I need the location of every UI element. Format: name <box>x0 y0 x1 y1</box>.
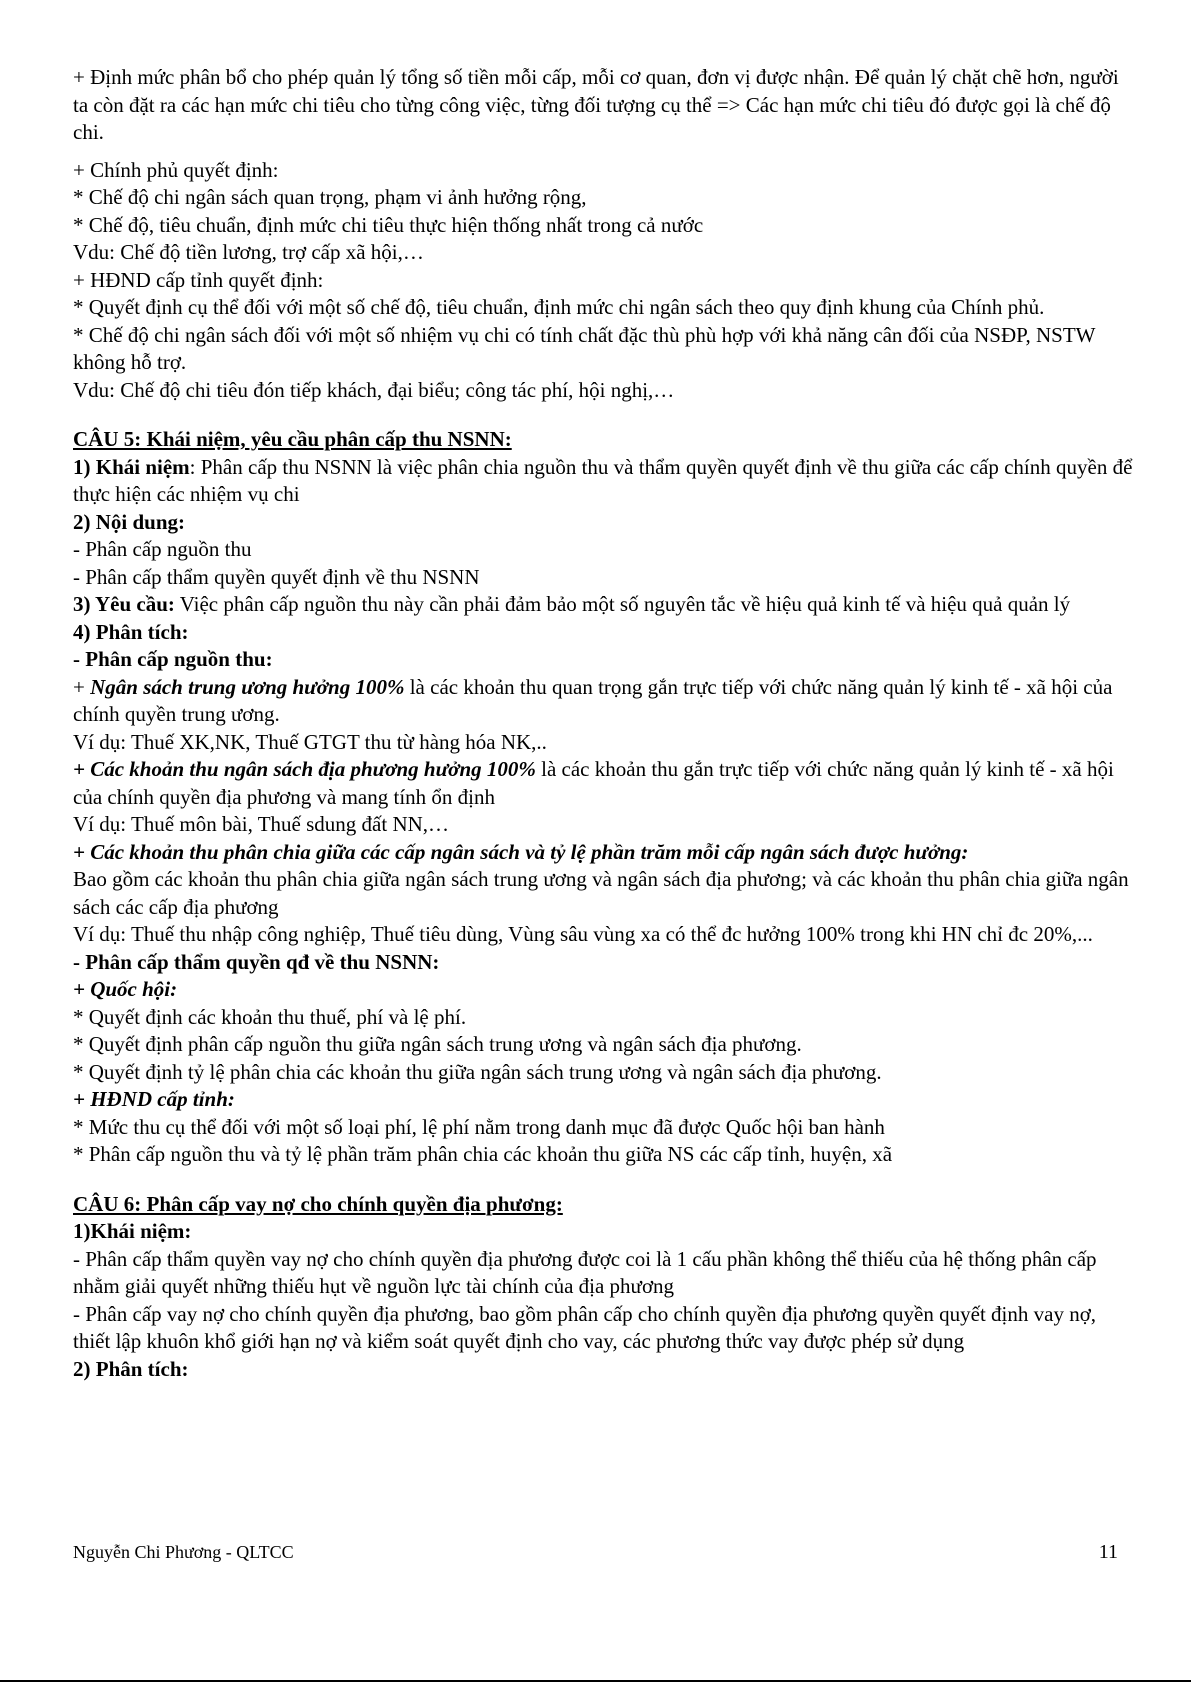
cau5-local-example: Ví dụ: Thuế môn bài, Thuế sdung đất NN,… <box>73 812 450 836</box>
cau5-central-label: Ngân sách trung ương hưởng 100% <box>90 674 405 699</box>
page-footer <box>73 1540 1118 1564</box>
gov-item-1: * Chế độ chi ngân sách quan trọng, phạm vi ảnh hưởng rộng, <box>73 185 587 209</box>
cau6-definition-label: 1)Khái niệm: <box>73 1219 192 1243</box>
cau5-requirement-label: 3) Yêu cầu: <box>73 592 175 616</box>
cau6-definition-item-1: - Phân cấp thẩm quyền vay nợ cho chính quyền địa phương được coi là 1 cấu phần không thể thiếu của hệ thống phân cấp nhằm giải quyết những thiếu hụt về nguồn lực tài chính của địa phương <box>73 1246 1097 1298</box>
cau5-national-assembly-item-1: * Quyết định các khoản thu thuế, phí và lệ phí. <box>73 1004 467 1029</box>
hdnd-example: Vdu: Chế độ chi tiêu đón tiếp khách, đại biểu; công tác phí, hội nghị,… <box>73 377 675 402</box>
cau5-national-assembly-label: + Quốc hội: <box>73 977 178 1001</box>
section-title-cau-5: CÂU 5: Khái niệm, yêu cầu phân cấp thu NSNN: <box>73 427 512 451</box>
cau5-requirement-text: Việc phân cấp nguồn thu này cần phải đảm bảo một số nguyên tắc về hiệu quả kinh tế và hiệu quả quản lý <box>174 592 1071 616</box>
cau5-requirement <box>73 591 1133 619</box>
section-title-cau-6: CÂU 6: Phân cấp vay nợ cho chính quyền địa phương: <box>73 1191 563 1216</box>
cau5-analysis-label: 4) Phân tích: <box>73 619 189 644</box>
cau5-national-assembly-item-3: * Quyết định tỷ lệ phân chia các khoản thu giữa ngân sách trung ương và ngân sách địa phương. <box>73 1059 882 1084</box>
cau5-revenue-heading: - Phân cấp nguồn thu: <box>73 647 273 671</box>
cau5-local-revenue <box>73 756 1133 811</box>
cau5-central-prefix: + <box>73 674 91 699</box>
cau5-provincial-council-item-2: * Phân cấp nguồn thu và tỷ lệ phần trăm phân chia các khoản thu giữa NS các cấp tỉnh, huyện, xã <box>73 1142 893 1166</box>
gov-example: Vdu: Chế độ tiền lương, trợ cấp xã hội,… <box>73 240 424 264</box>
gov-item-2: * Chế độ, tiêu chuẩn, định mức chi tiêu thực hiện thống nhất trong cả nước <box>73 212 704 237</box>
cau5-national-assembly-item-2: * Quyết định phân cấp nguồn thu giữa ngân sách trung ương và ngân sách địa phương. <box>73 1032 802 1056</box>
cau5-provincial-council-item-1: * Mức thu cụ thể đối với một số loại phí, lệ phí nằm trong danh mục đã được Quốc hội ban hành <box>73 1114 885 1139</box>
cau6-definition-item-2: - Phân cấp vay nợ cho chính quyền địa phương, bao gồm phân cấp cho chính quyền địa phương quyền quyết định vay nợ, thiết lập khuôn khổ giới hạn nợ và kiểm soát quyết định cho vay, các phương thức vay được phép sử dụng <box>73 1301 1097 1353</box>
cau5-content-item-2: - Phân cấp thẩm quyền quyết định về thu NSNN <box>73 564 480 589</box>
paragraph-dinh-muc: + Định mức phân bổ cho phép quản lý tổng số tiền mỗi cấp, mỗi cơ quan, đơn vị được nhận. Để quản lý chặt chẽ hơn, người ta còn đặt ra các hạn mức chi tiêu cho từng công việc, từng đối tượng cụ thể => Các hạn mức chi tiêu đó được gọi là chế độ chi. <box>73 65 1119 144</box>
cau5-provincial-council-label: + HĐND cấp tỉnh: <box>73 1087 235 1111</box>
page-bottom-divider <box>0 1680 1191 1682</box>
cau5-local-label: + Các khoản thu ngân sách địa phương hưởng 100% <box>73 757 536 781</box>
cau5-shared-label: + Các khoản thu phân chia giữa các cấp ngân sách và tỷ lệ phần trăm mỗi cấp ngân sách được hưởng: <box>73 839 969 864</box>
page-number: 11 <box>1098 1541 1118 1563</box>
cau5-content-item-1: - Phân cấp nguồn thu <box>73 537 252 561</box>
cau5-definition-text: : Phân cấp thu NSNN là việc phân chia nguồn thu và thẩm quyền quyết định về thu giữa các cấp chính quyền để thực hiện các nhiệm vụ chi <box>73 454 1133 506</box>
cau5-central-revenue <box>73 674 1133 729</box>
cau5-content-label: 2) Nội dung: <box>73 509 186 534</box>
cau6-analysis-label: 2) Phân tích: <box>73 1356 189 1381</box>
gov-heading: + Chính phủ quyết định: <box>73 157 279 182</box>
cau5-definition-label: 1) Khái niệm <box>73 454 190 479</box>
cau5-local-text: là các khoản thu gắn trực tiếp với chức năng quản lý kinh tế - xã hội của chính quyền địa phương và mang tính ổn định <box>73 757 1114 809</box>
cau5-shared-example: Ví dụ: Thuế thu nhập công nghiệp, Thuế tiêu dùng, Vùng sâu vùng xa có thể đc hưởng 100% trong khi HN chỉ đc 20%,... <box>73 922 1093 946</box>
document-page <box>73 64 1133 1383</box>
hdnd-heading: + HĐND cấp tỉnh quyết định: <box>73 267 324 292</box>
cau5-authority-heading: - Phân cấp thẩm quyền qđ về thu NSNN: <box>73 949 440 974</box>
hdnd-item-2: * Chế độ chi ngân sách đối với một số nhiệm vụ chi có tính chất đặc thù phù hợp với khả năng cân đối của NSĐP, NSTW không hỗ trợ. <box>73 322 1096 374</box>
cau5-central-text: là các khoản thu quan trọng gắn trực tiếp với chức năng quản lý kinh tế - xã hội của chính quyền trung ương. <box>73 674 1113 726</box>
hdnd-item-1: * Quyết định cụ thể đối với một số chế độ, tiêu chuẩn, định mức chi ngân sách theo quy định khung của Chính phủ. <box>73 295 1045 319</box>
cau5-central-example: Ví dụ: Thuế XK,NK, Thuế GTGT thu từ hàng hóa NK,.. <box>73 729 547 754</box>
cau5-shared-text: Bao gồm các khoản thu phân chia giữa ngân sách trung ương và ngân sách địa phương; và các khoản thu phân chia giữa ngân sách các cấp địa phương <box>73 867 1129 919</box>
footer-author: Nguyễn Chi Phương - QLTCC <box>73 1542 294 1562</box>
cau5-definition <box>73 454 1133 509</box>
